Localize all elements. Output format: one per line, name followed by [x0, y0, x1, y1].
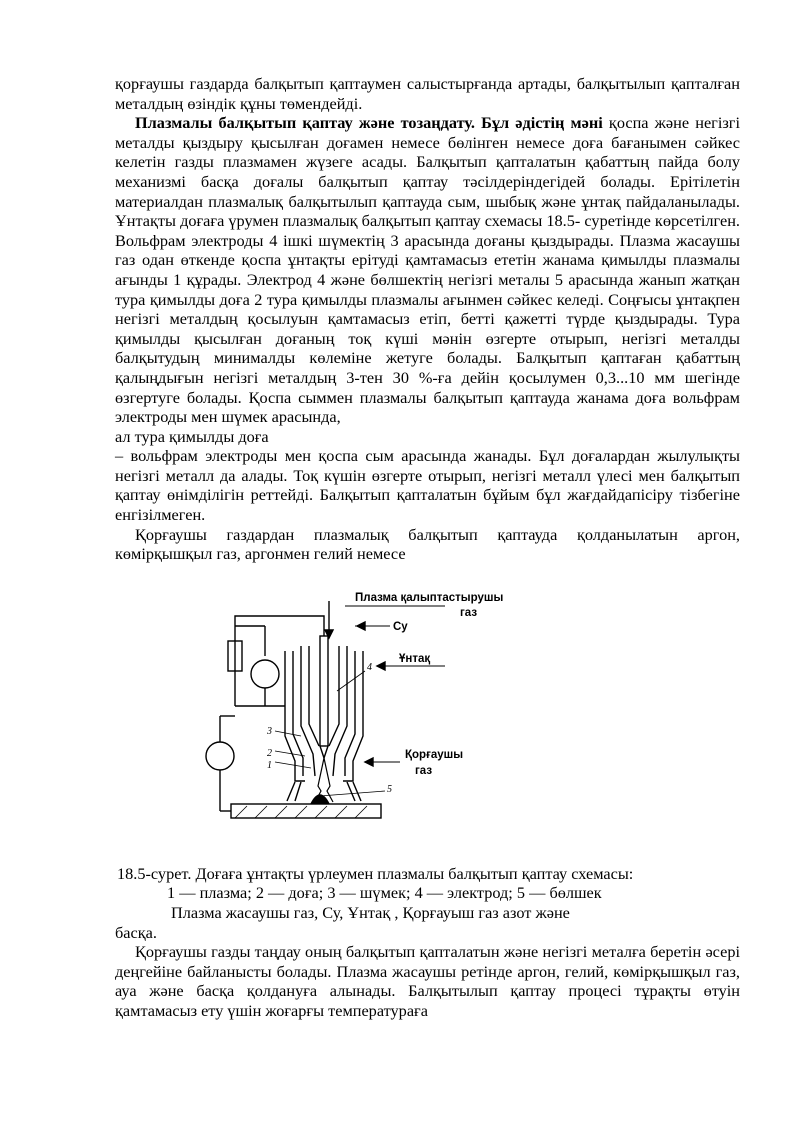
label-plasma-gas-2: газ [460, 606, 478, 619]
label-shield-gas-2: газ [415, 764, 433, 777]
circuit-wire [235, 616, 324, 706]
figure-caption-note-end: басқа. [115, 922, 157, 942]
paragraph-4: Қорғаушы газдардан плазмалық балқытып қаптауда қолданылатын аргон, көмірқышқыл газ, аргонмен гелий немесе [115, 524, 740, 564]
figure-caption-title: 18.5-сурет. Доғаға ұнтақты үрлеумен плазмалы балқытып қаптау схемасы: [117, 863, 634, 883]
figure-number-1: 1 [267, 759, 272, 771]
figure-number-5: 5 [387, 783, 392, 795]
paragraph-1: қорғаушы газдарда балқытып қаптаумен салыстырғанда артады, балқытылып қапталған металдың өзіндік құны төмендейді. [115, 74, 740, 113]
label-powder: Ұнтақ [399, 652, 431, 665]
figure-number-3: 3 [267, 725, 272, 737]
paragraph-2-body: қоспа және негізгі металды қыздыру қысылған доғамен немесе бөлінген немесе доға бағанымен сәйкес келетін газды плазмамен жүзеге асады. Балқытып қапталатын қабаттың пайда болу механизмі басқа доғалы балқытып қаптау тәсілдеріндегідей болады. Ерітілетін материалдан плазмалық балқытылып қаптауда сым, шыбық және ұнтақ пайдаланылады. Ұнтақты доғаға үрумен плазмалық балқытып қаптау схемасы 18.5- суретінде көрсетілген. Вольфрам электроды 4 ішкі шүмектің 3 арасында доғаны қыздырады. Плазма жасаушы газ одан өткенде қоспа ұнтақты ерітуді қамтамасыз ететін жанама қимылды плазмалы ағынды 1 құрады. Электрод 4 және бөлшектің негізгі металы 5 арасында жанып жатқан тура қимылды доға 2 тура қимылды плазмалы ағынмен сәйкес келеді. Соңғысы ұнтақпен негізгі металдың қосылуын қамтамасыз етіп, бетті қажетті түрде қыздырады. Тура қимылды қысылған доғаның тоқ күші мәнін өзгерте отырып, негізгі металды балқытудың минималды көлеміне жетуге болады. Балқытып қаптаған қабаттың қалыңдығын негізгі металдың 3-тен 30 %-ға дейін қосылумен 0,3...10 мм шегінде өзгертуге болады. Қоспа сыммен плазмалы балқытып қаптауда жанама доға вольфрам электроды мен шүмек арасында, [115, 113, 741, 427]
label-water: Су [393, 620, 408, 633]
current-source-1 [251, 660, 279, 688]
paragraph-2-tail: ал тура қимылды доға [115, 426, 269, 446]
plasma-torch-figure [115, 586, 740, 856]
paragraph-3: – вольфрам электроды мен қоспа сым арасында жанады. Бұл доғалардан жылулықты негізгі металл да алады. Тоқ күшін өзгерте отырып, негізгі металл үлесі мен балқытып қаптау өнімділігін реттейді. Балқытып қапталатын бұйым бұл жағдайдапісіру тізбегіне енгізілмеген. [115, 446, 740, 525]
outer-nozzle-right [343, 651, 363, 781]
figure-number-2: 2 [267, 747, 272, 759]
label-plasma-gas-1: Плазма қалыптастырушы [355, 591, 504, 604]
workpiece-shape [231, 804, 381, 818]
figure-number-4: 4 [367, 661, 372, 673]
label-shield-gas-1: Қорғаушы [405, 748, 464, 761]
plasma-torch-diagram [115, 586, 740, 856]
electrode-shape [320, 636, 328, 746]
paragraph-5: Қорғаушы газды таңдау оның балқытып қапталатын және негізгі металға беретін әсері деңгейіне байланысты болады. Плазма жасаушы ретінде аргон, гелий, көмірқышқыл газ, ауа және басқа қолдануға алынады. Балқытылып қаптау процесі тұрақты өтуін қамтамасыз ету үшін жоғарғы температураға [115, 942, 740, 1020]
outer-nozzle-left [285, 651, 305, 781]
figure-caption-note: Плазма жасаушы газ, Су, Ұнтақ , Қорғауыш газ азот және [171, 903, 570, 923]
section-heading: Плазмалы балқытып қаптау және тозаңдату. Бұл әдістің мәні [135, 113, 603, 133]
paragraph-2 [115, 113, 740, 427]
document-page [115, 74, 740, 1021]
figure-caption-legend: 1 — плазма; 2 — доға; 3 — шүмек; 4 — электрод; 5 — бөлшек [167, 883, 602, 903]
current-source-2 [206, 742, 234, 770]
